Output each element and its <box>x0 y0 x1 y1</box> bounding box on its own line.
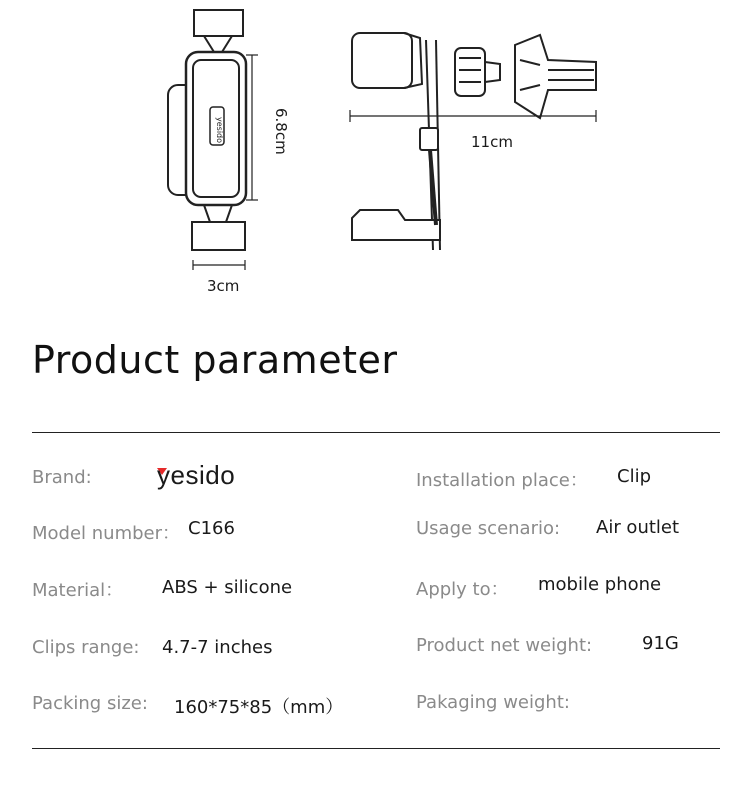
installation-label: Installation place： <box>416 470 588 491</box>
svg-text:yesido: yesido <box>157 460 236 490</box>
packing-size-value: 160*75*85（mm） <box>174 697 344 718</box>
bottom-divider <box>32 748 720 749</box>
brand-logo <box>155 460 255 494</box>
net-weight-value: 91G <box>642 633 679 654</box>
product-diagram <box>0 0 750 310</box>
page-title: Product parameter <box>32 338 398 382</box>
apply-to-label: Apply to： <box>416 579 509 600</box>
width-dimension-label: 3cm <box>207 277 240 295</box>
top-divider <box>32 432 720 433</box>
height-dimension-line <box>246 55 258 200</box>
yesido-logo-icon <box>155 460 255 490</box>
usage-value: Air outlet <box>596 517 680 538</box>
material-value: ABS + silicone <box>162 577 293 598</box>
installation-value: Clip <box>617 466 651 487</box>
depth-dimension-line <box>350 110 596 122</box>
pkg-weight-label: Pakaging weight: <box>416 692 570 713</box>
depth-dimension-label: 11cm <box>471 133 513 151</box>
material-label: Material： <box>32 580 124 601</box>
usage-label: Usage scenario: <box>416 518 561 539</box>
model-value: C166 <box>188 518 235 539</box>
model-label: Model number： <box>32 523 181 544</box>
front-logo-text: yesido <box>215 117 224 144</box>
clips-range-label: Clips range: <box>32 637 140 658</box>
packing-size-label: Packing size: <box>32 693 148 714</box>
phone-holder-drawing <box>0 0 750 310</box>
brand-label: Brand: <box>32 467 92 488</box>
net-weight-label: Product net weight: <box>416 635 593 656</box>
clips-range-value: 4.7-7 inches <box>162 637 273 658</box>
width-dimension-line <box>193 260 245 270</box>
apply-to-value: mobile phone <box>538 574 662 595</box>
front-view <box>168 10 246 250</box>
height-dimension-label: 6.8cm <box>272 108 290 155</box>
